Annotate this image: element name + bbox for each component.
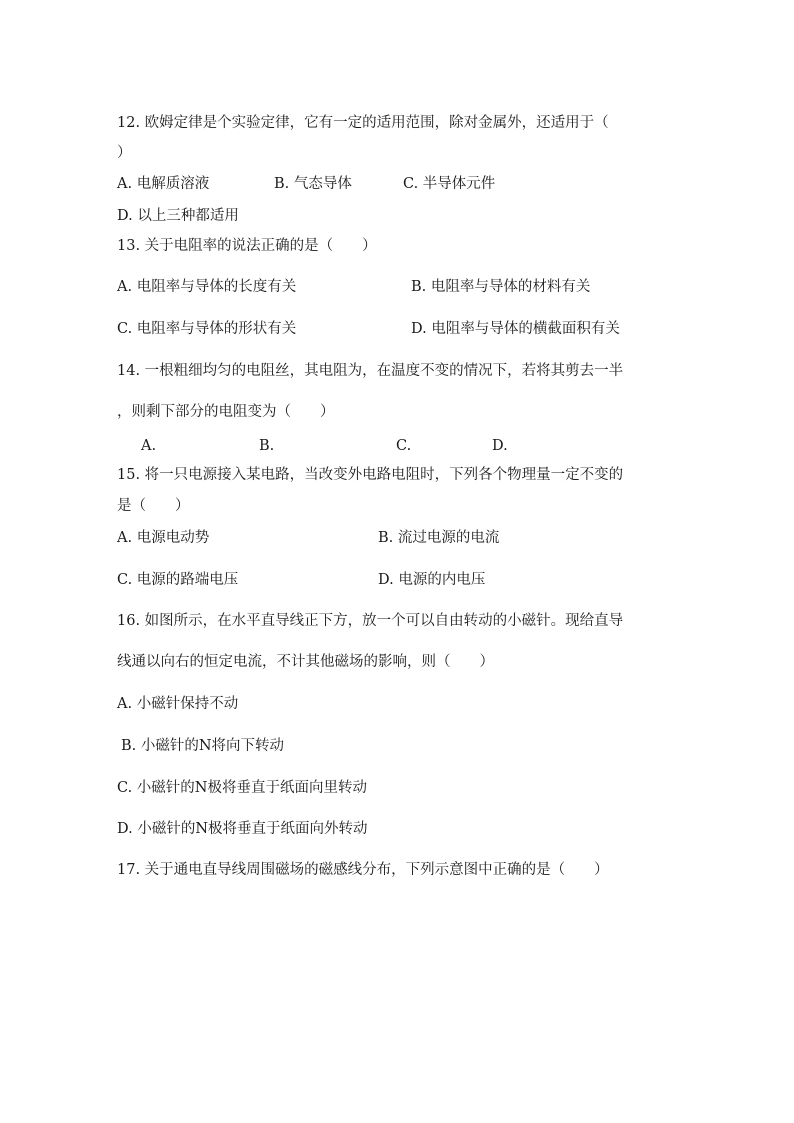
q16-option-a: A. 小磁针保持不动 xyxy=(117,696,239,712)
q14-option-d: D. xyxy=(492,438,508,454)
question-12-stem: 12. 欧姆定律是个实验定律，它有一定的适用范围，除对金属外，还适用于（ xyxy=(117,115,609,131)
question-15-stem: 15. 将一只电源接入某电路，当改变外电路电阻时，下列各个物理量一定不变的 xyxy=(117,467,624,483)
question-12-stem-cont: ） xyxy=(117,145,132,161)
q13-option-d: D. 电阻率与导体的横截面积有关 xyxy=(411,321,620,337)
q14-option-a: A. xyxy=(141,438,157,454)
q16-option-b: B. 小磁针的N将向下转动 xyxy=(121,738,285,754)
q13-option-a: A. 电阻率与导体的长度有关 xyxy=(117,279,297,295)
q13-option-b: B. 电阻率与导体的材料有关 xyxy=(411,279,591,295)
q15-option-a: A. 电源电动势 xyxy=(117,530,210,546)
question-15-stem-cont: 是（ ） xyxy=(117,498,190,514)
question-13-stem: 13. 关于电阻率的说法正确的是（ ） xyxy=(117,238,377,254)
q15-option-b: B. 流过电源的电流 xyxy=(378,530,500,546)
q16-option-d: D. 小磁针的N极将垂直于纸面向外转动 xyxy=(117,821,368,837)
q12-option-d: D. 以上三种都适用 xyxy=(117,208,239,224)
q14-option-b: B. xyxy=(259,438,275,454)
question-16-stem: 16. 如图所示，在水平直导线正下方，放一个可以自由转动的小磁针。现给直导 xyxy=(117,613,624,629)
q12-option-b: B. 气态导体 xyxy=(274,176,352,192)
q14-option-c: C. xyxy=(396,438,412,454)
question-16-stem-cont: 线通以向右的恒定电流，不计其他磁场的影响，则（ ） xyxy=(117,654,494,670)
q12-option-c: C. 半导体元件 xyxy=(403,176,496,192)
question-14-stem-cont: ，则剩下部分的电阻变为（ ） xyxy=(117,404,335,420)
q12-option-a: A. 电解质溶液 xyxy=(117,176,210,192)
question-17-stem: 17. 关于通电直导线周围磁场的磁感线分布，下列示意图中正确的是（ ） xyxy=(117,862,609,878)
question-14-stem: 14. 一根粗细均匀的电阻丝，其电阻为，在温度不变的情况下，若将其剪去一半 xyxy=(117,363,624,379)
q15-option-d: D. 电源的内电压 xyxy=(378,572,486,588)
q15-option-c: C. 电源的路端电压 xyxy=(117,572,239,588)
q13-option-c: C. 电阻率与导体的形状有关 xyxy=(117,321,297,337)
q16-option-c: C. 小磁针的N极将垂直于纸面向里转动 xyxy=(117,780,367,796)
